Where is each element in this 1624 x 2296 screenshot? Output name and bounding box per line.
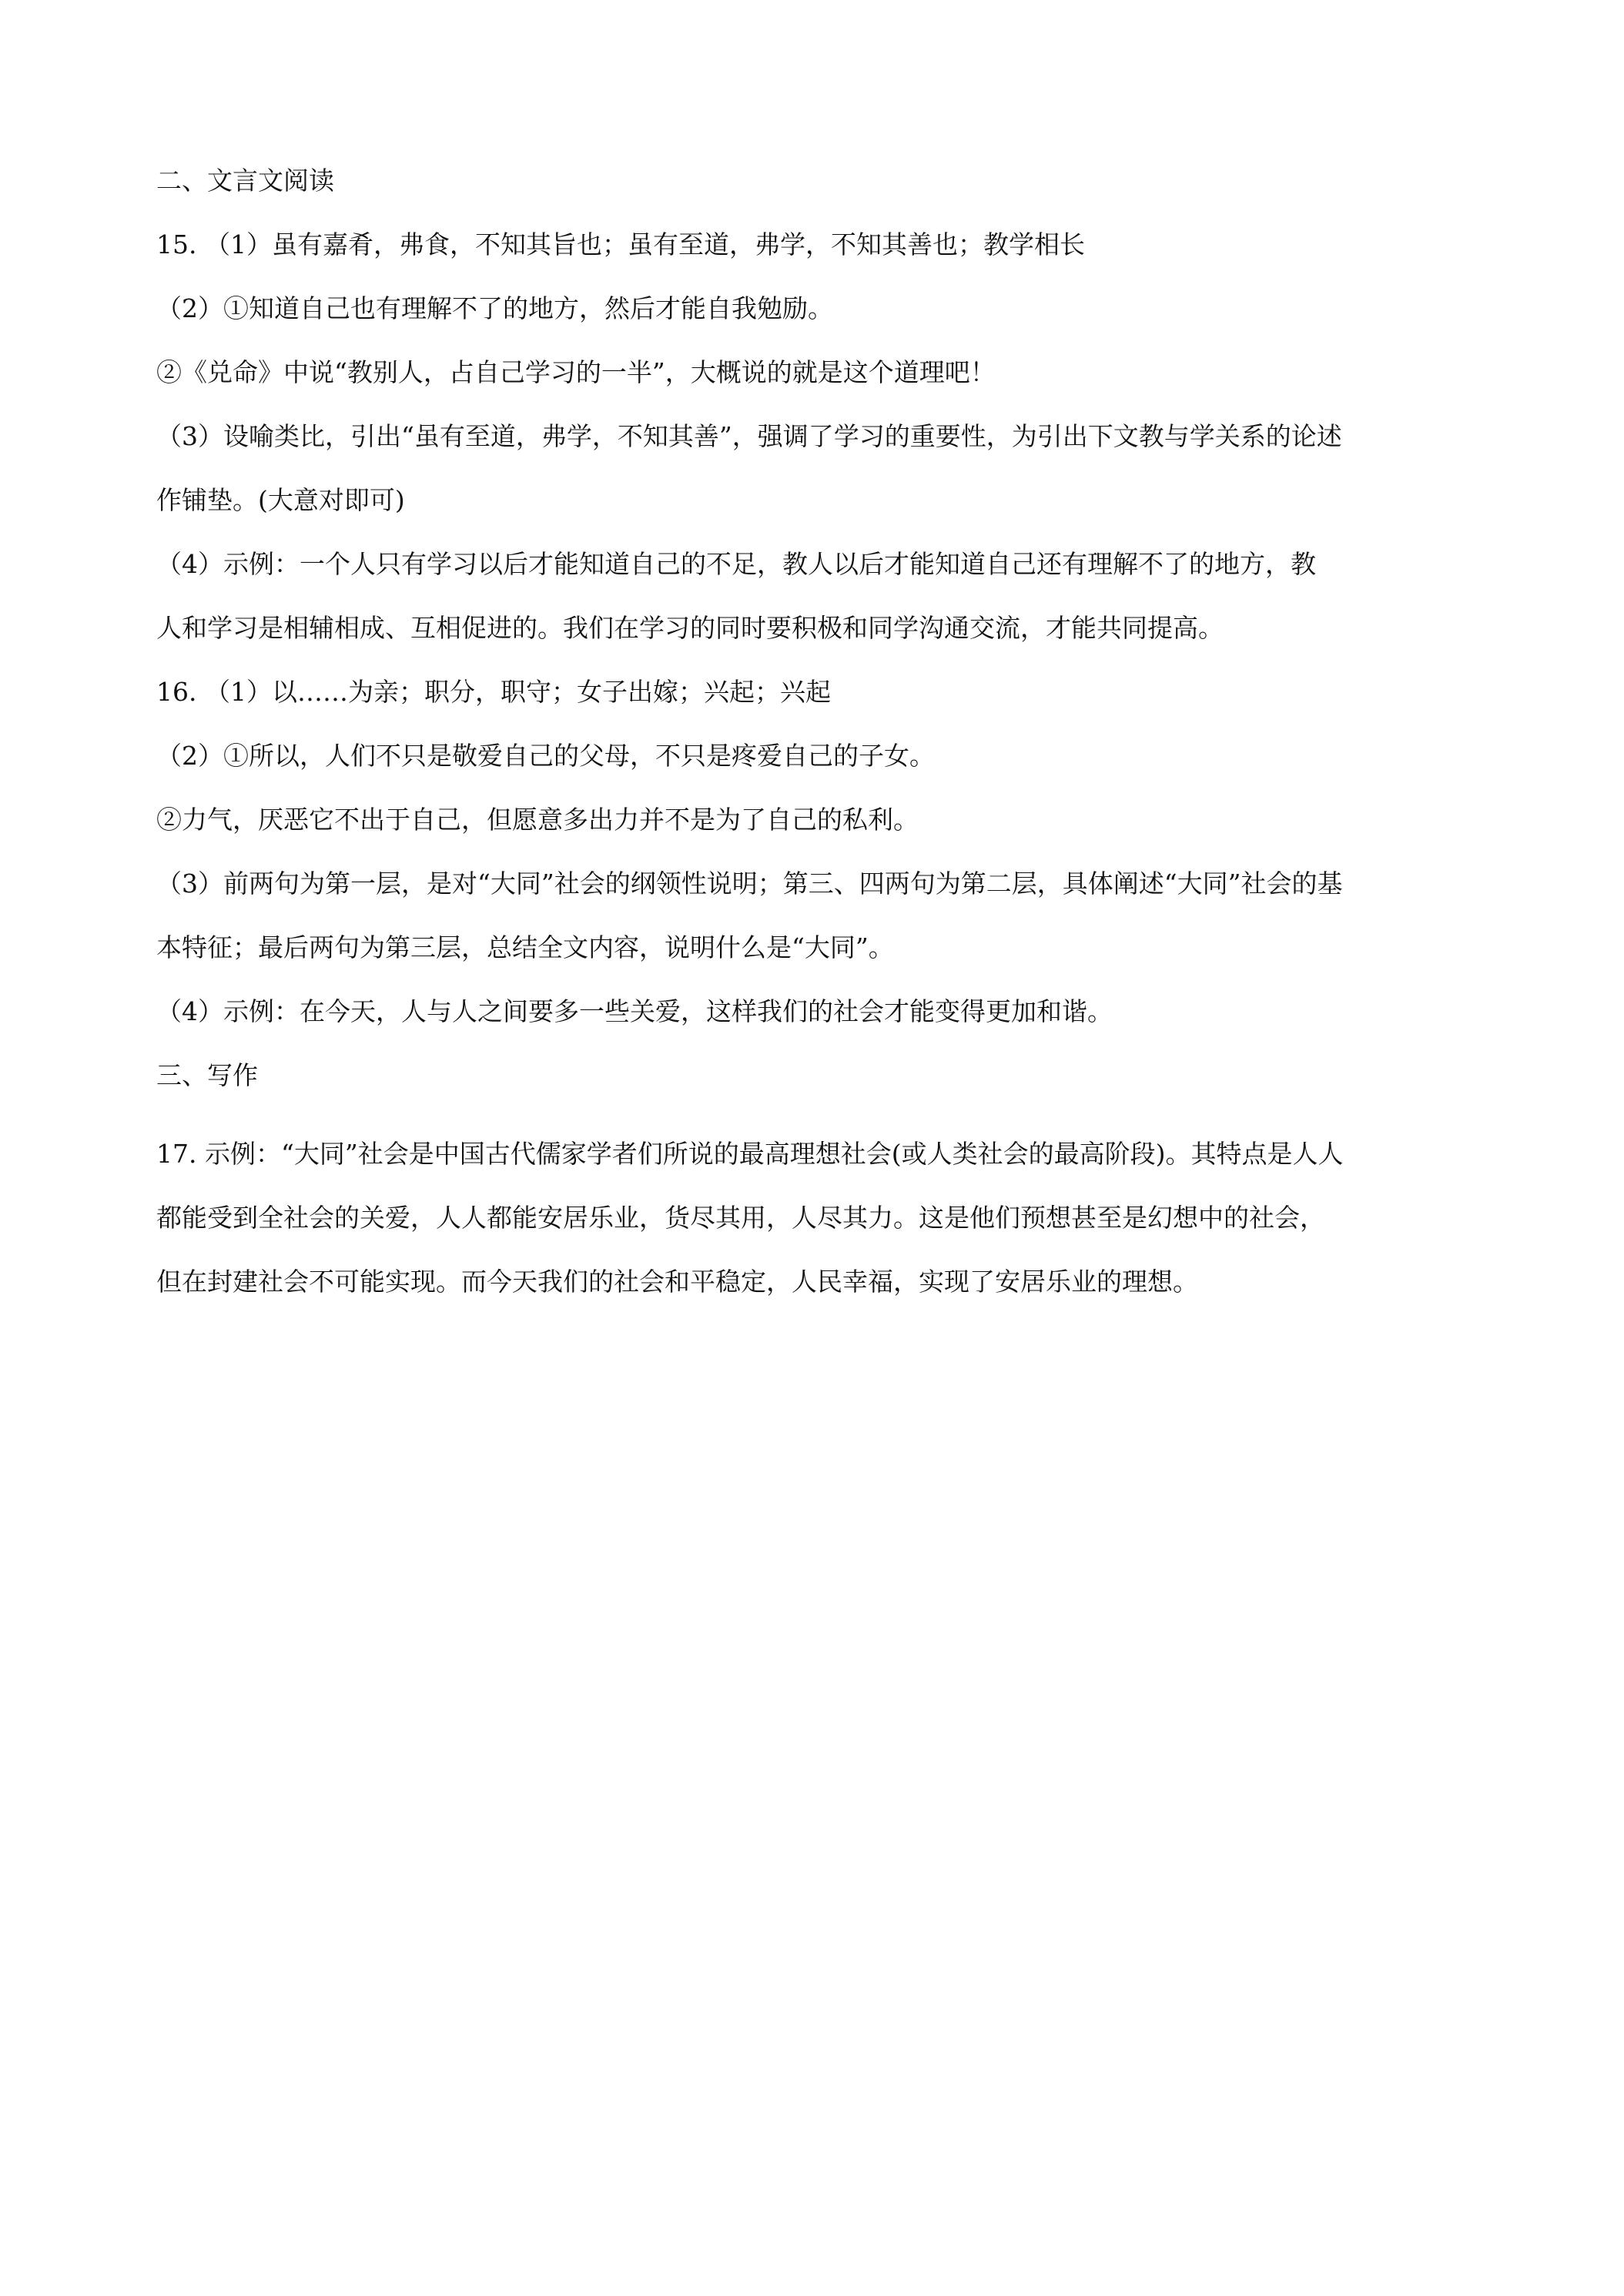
q16-part1: 16. （1）以……为亲；职分，职守；女子出嫁；兴起；兴起	[156, 677, 831, 707]
question-17	[156, 1138, 1475, 1298]
q16-part3-line1: （3）前两句为第一层，是对“大同”社会的纲领性说明；第三、四两句为第二层，具体阐述“大同”社会的基	[156, 869, 1343, 899]
q17-line2: 都能受到全社会的关爱，人人都能安居乐业，货尽其用，人尽其力。这是他们预想甚至是幻想中的社会，	[156, 1203, 1325, 1233]
q15-part1: 15. （1）虽有嘉肴，弗食，不知其旨也；虽有至道，弗学，不知其善也；教学相长	[156, 229, 1085, 259]
q16-part3-line2: 本特征；最后两句为第三层，总结全文内容，说明什么是“大同”。	[156, 932, 894, 962]
q15-part2: （2）①知道自己也有理解不了的地方，然后才能自我勉励。	[156, 293, 833, 323]
question-16	[156, 676, 1475, 1028]
q15-part2-item2: ②《兑命》中说“教别人，占自己学习的一半”，大概说的就是这个道理吧！	[156, 357, 996, 387]
q16-part2: （2）①所以，人们不只是敬爱自己的父母，不只是疼爱自己的子女。	[156, 741, 935, 771]
q15-part4-line1: （4）示例：一个人只有学习以后才能知道自己的不足，教人以后才能知道自己还有理解不了的地方，教	[156, 549, 1316, 579]
q16-part4: （4）示例：在今天，人与人之间要多一些关爱，这样我们的社会才能变得更加和谐。	[156, 996, 1113, 1026]
q15-part3-line2: 作铺垫。(大意对即可)	[156, 485, 405, 515]
q16-part2-item2: ②力气，厌恶它不出于自己，但愿意多出力并不是为了自己的私利。	[156, 805, 919, 835]
section-title-writing: 三、写作	[156, 1060, 258, 1090]
section-title-wenyan: 二、文言文阅读	[156, 166, 334, 196]
q17-line1: 17. 示例：“大同”社会是中国古代儒家学者们所说的最高理想社会(或人类社会的最高阶段)。其特点是人人	[156, 1139, 1344, 1169]
q17-line3: 但在封建社会不可能实现。而今天我们的社会和平稳定，人民幸福，实现了安居乐业的理想。	[156, 1267, 1198, 1297]
question-15	[156, 229, 1475, 644]
q15-part3-line1: （3）设喻类比，引出“虽有至道，弗学，不知其善”，强调了学习的重要性，为引出下文教与学关系的论述	[156, 421, 1342, 451]
q15-part4-line2: 人和学习是相辅相成、互相促进的。我们在学习的同时要积极和同学沟通交流，才能共同提高。	[156, 613, 1224, 643]
answer-content	[156, 165, 1475, 1330]
